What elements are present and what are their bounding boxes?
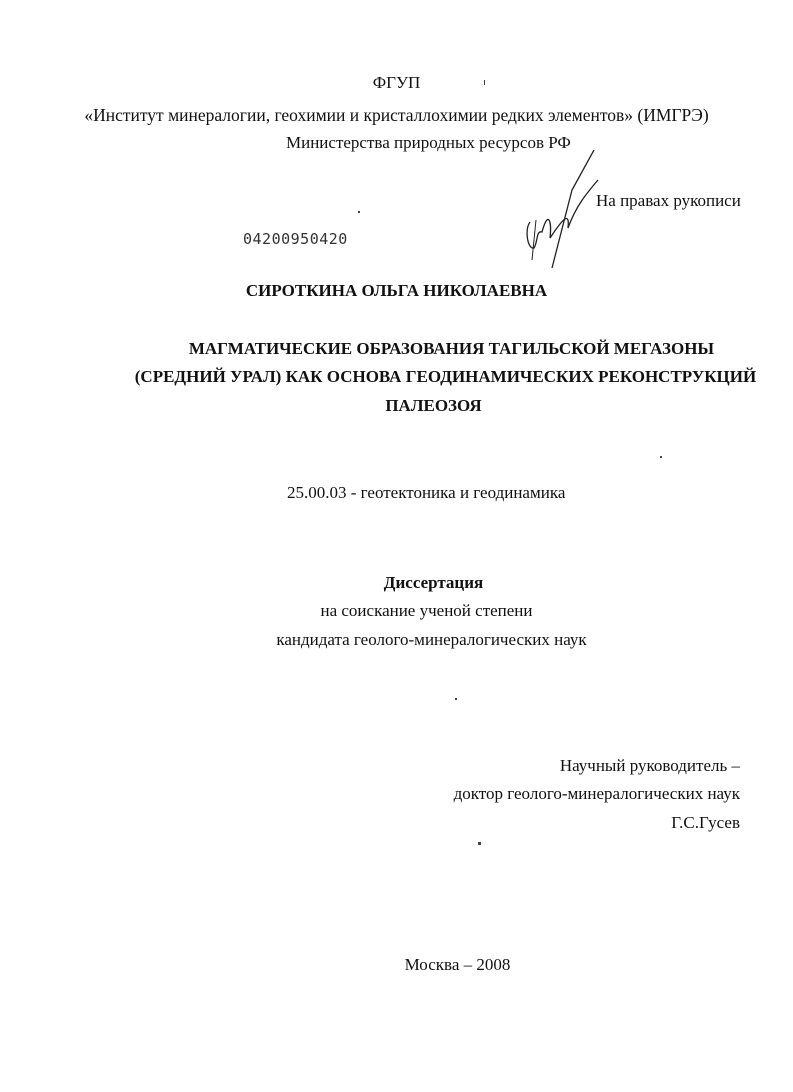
scan-speck: [478, 842, 481, 845]
degree-line-2: кандидата геолого-минералогических наук: [276, 630, 587, 649]
specialty: 25.00.03 - геотектоника и геодинамика: [287, 483, 566, 502]
degree-line-1: на соискание ученой степени: [320, 601, 533, 620]
title-line-3: ПАЛЕОЗОЯ: [385, 396, 482, 415]
place-year: Москва – 2008: [404, 955, 511, 974]
scan-speck: [455, 698, 457, 700]
catalog-code: 04200950420: [243, 230, 348, 248]
scan-speck: [358, 211, 360, 213]
advisor-label: Научный руководитель –: [559, 756, 740, 775]
degree-type: Диссертация: [383, 573, 484, 592]
scan-speck: [484, 80, 485, 85]
author-name: СИРОТКИНА ОЛЬГА НИКОЛАЕВНА: [245, 281, 548, 300]
title-line-1: МАГМАТИЧЕСКИЕ ОБРАЗОВАНИЯ ТАГИЛЬСКОЙ МЕГАЗОНЫ: [188, 339, 715, 358]
institute-name: «Институт минералогии, геохимии и кристаллохимии редких элементов» (ИМГРЭ): [84, 105, 709, 125]
ministry-name: Министерства природных ресурсов РФ: [286, 133, 571, 152]
title-line-2: (СРЕДНИЙ УРАЛ) КАК ОСНОВА ГЕОДИНАМИЧЕСКИХ РЕКОНСТРУКЦИЙ: [134, 367, 757, 386]
rights-note: На правах рукописи: [596, 191, 741, 210]
advisor-name: Г.С.Гусев: [671, 813, 740, 832]
advisor-rank: доктор геолого-минералогических наук: [453, 784, 740, 803]
scan-speck: [660, 456, 662, 458]
org-name: ФГУП: [372, 73, 421, 92]
